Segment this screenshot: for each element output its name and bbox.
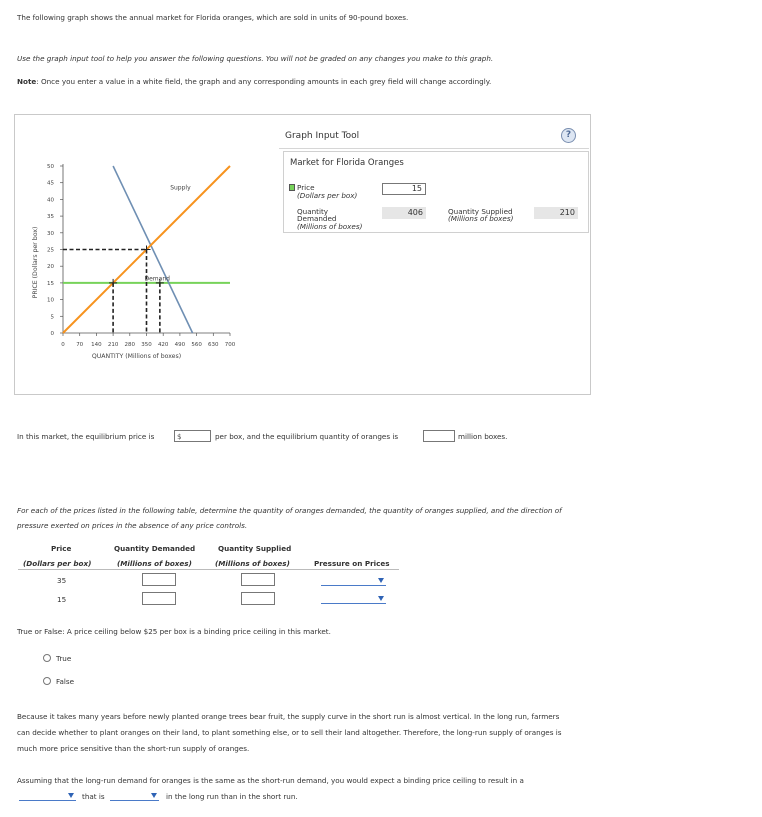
intro-line-2: Use the graph input tool to help you answer the following questions. You will not be graded on any changes you make to this graph. — [17, 54, 494, 63]
x-tick-label-70: 70 — [76, 342, 84, 348]
closing-para-3: much more price sensitive than the short-run supply of oranges. — [17, 744, 250, 753]
header-qd-unit: (Millions of boxes) — [117, 559, 192, 568]
qd-label-1: Quantity — [297, 207, 329, 216]
x-tick-label-350: 350 — [141, 342, 152, 348]
row2-qs-input[interactable] — [241, 592, 275, 605]
x-tick-label-630: 630 — [208, 342, 219, 348]
note-label: Note — [17, 77, 37, 86]
true-radio[interactable] — [43, 654, 51, 662]
x-tick-label-140: 140 — [91, 342, 102, 348]
x-tick-label-700: 700 — [224, 342, 236, 348]
y-tick-label-20: 20 — [47, 264, 54, 271]
header-qs-unit: (Millions of boxes) — [215, 559, 290, 568]
eq-text-2: per box, and the equilibrium quantity of oranges is — [215, 432, 399, 441]
market-panel — [283, 151, 589, 233]
closing-para-2: can decide whether to plant oranges on their land, to plant something else, or to sell their land altogether. Therefore, the long-run supply of oranges is — [17, 728, 562, 737]
x-axis-label: QUANTITY (Millions of boxes) — [91, 353, 182, 360]
row-price-15: 15 — [57, 595, 67, 604]
intro-line-1: The following graph shows the annual market for Florida oranges, which are sold in units of 90-pound boxes. — [17, 13, 409, 22]
closing-question: Assuming that the long-run demand for oranges is the same as the short-run demand, you would expect a binding price ceiling to result in a — [17, 776, 524, 785]
graph-input-tool-header — [279, 124, 589, 149]
closing-para-1: Because it takes many years before newly planted orange trees bear fruit, the supply curve in the short run is almost vertical. In the long run, farmers — [17, 712, 560, 721]
row2-qd-input[interactable] — [142, 592, 176, 605]
qd-value: 406 — [382, 207, 426, 219]
y-tick-label-5: 5 — [50, 314, 54, 321]
y-tick-label-0: 0 — [50, 331, 54, 337]
chevron-down-icon — [378, 578, 384, 583]
dollar-sign: $ — [177, 432, 182, 441]
note-text: : Once you enter a value in a white field, the graph and any corresponding amounts in each grey field will change accordingly. — [36, 77, 492, 86]
y-axis-label: PRICE (Dollars per box) — [32, 226, 39, 299]
eq-price-input[interactable] — [174, 430, 211, 442]
y-tick-label-30: 30 — [47, 230, 54, 237]
y-tick-label-35: 35 — [47, 214, 54, 221]
qs-unit: (Millions of boxes) — [448, 214, 514, 223]
x-tick-label-0: 0 — [61, 342, 65, 348]
qd-unit: (Millions of boxes) — [297, 222, 363, 231]
that-is-text: that is — [82, 792, 105, 801]
y-tick-label-25: 25 — [47, 247, 54, 254]
help-icon[interactable]: ? — [561, 128, 576, 143]
y-tick-label-15: 15 — [47, 280, 54, 287]
x-tick-label-420: 420 — [157, 342, 169, 348]
y-tick-label-10: 10 — [47, 297, 54, 304]
y-tick-label-40: 40 — [47, 197, 54, 204]
row1-pressure-dropdown[interactable] — [321, 576, 386, 586]
eq-quantity-input[interactable] — [423, 430, 455, 442]
price-input[interactable]: 15 — [382, 183, 426, 195]
chevron-down-icon — [68, 793, 74, 798]
closing-dropdown-1[interactable] — [19, 791, 76, 801]
table-intro-1: For each of the prices listed in the following table, determine the quantity of oranges demanded, the quantity of oranges supplied, and the direction of — [17, 506, 562, 515]
header-qd: Quantity Demanded — [114, 544, 196, 553]
closing-tail: in the long run than in the short run. — [166, 792, 298, 801]
false-radio[interactable] — [43, 677, 51, 685]
header-qs: Quantity Supplied — [218, 544, 292, 553]
x-tick-label-490: 490 — [174, 342, 186, 348]
eq-text-3: million boxes. — [458, 432, 508, 441]
demand-label: Demand — [144, 275, 170, 283]
qd-label-2: Demanded — [297, 214, 337, 223]
header-price: Price — [51, 544, 72, 553]
price-unit: (Dollars per box) — [297, 191, 358, 200]
y-tick-label-45: 45 — [47, 180, 54, 187]
chevron-down-icon — [151, 793, 157, 798]
market-title: Market for Florida Oranges — [290, 158, 404, 168]
price-legend-swatch — [289, 184, 295, 191]
tf-question: True or False: A price ceiling below $25 per box is a binding price ceiling in this market. — [17, 627, 331, 636]
row1-qd-input[interactable] — [142, 573, 176, 586]
qs-value: 210 — [534, 207, 578, 219]
header-pressure: Pressure on Prices — [314, 559, 390, 568]
row1-qs-input[interactable] — [241, 573, 275, 586]
note-line — [17, 77, 491, 86]
header-price-unit: (Dollars per box) — [23, 559, 92, 568]
row-price-35: 35 — [57, 576, 67, 585]
table-intro-2: pressure exerted on prices in the absence of any price controls. — [17, 521, 248, 530]
price-label: Price — [297, 183, 315, 192]
supply-label: Supply — [170, 184, 191, 192]
row2-pressure-dropdown[interactable] — [321, 594, 386, 604]
qs-label: Quantity Supplied — [448, 207, 513, 216]
x-tick-label-210: 210 — [107, 342, 119, 348]
chevron-down-icon — [378, 596, 384, 601]
false-label: False — [56, 677, 75, 686]
x-tick-label-280: 280 — [124, 342, 136, 348]
closing-dropdown-2[interactable] — [110, 791, 159, 801]
eq-text-1: In this market, the equilibrium price is — [17, 432, 155, 441]
y-tick-label-50: 50 — [47, 164, 54, 170]
graph-input-tool-title: Graph Input Tool — [285, 131, 360, 141]
true-label: True — [56, 654, 72, 663]
x-tick-label-560: 560 — [191, 342, 202, 348]
table-header-divider — [18, 569, 399, 570]
